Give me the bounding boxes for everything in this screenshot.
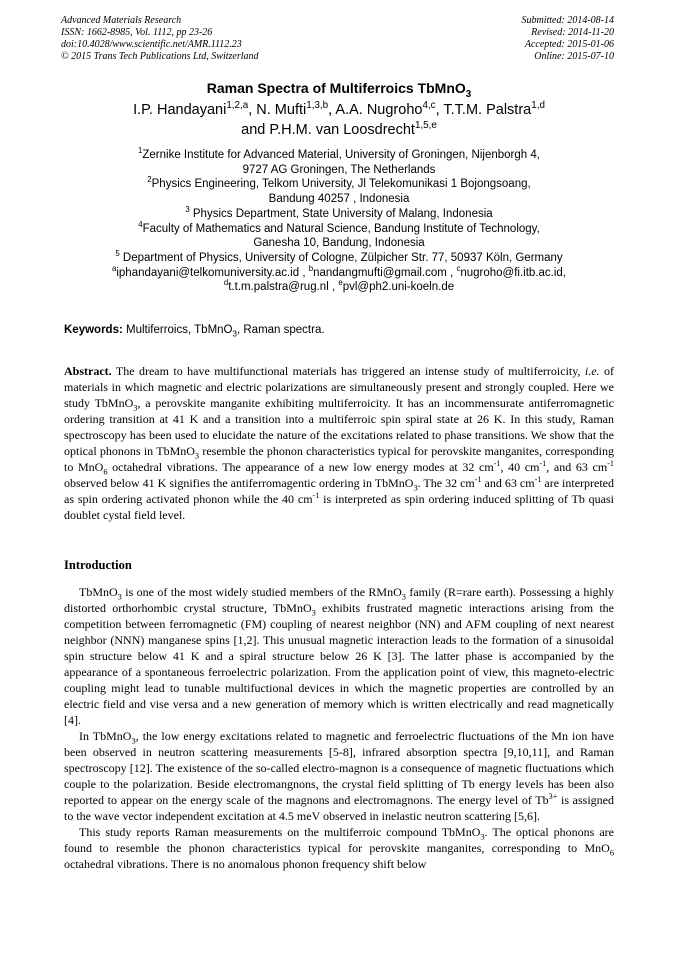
affiliations (40, 148, 638, 295)
publication-info (61, 15, 259, 63)
paragraph-superscript: 3+ (548, 792, 558, 801)
email-address: nugroho@fi.itb.ac.id, (460, 266, 566, 279)
issn-line: ISSN: 1662-8985, Vol. 1112, pp 23-26 (61, 27, 213, 38)
paragraph-text: . The optical phonons are found to resemble the phonon characteristics typical for perovskite manganites, corresponding to MnO (64, 825, 614, 855)
introduction-body (64, 584, 614, 872)
paragraph-subscript: 3 (311, 608, 316, 618)
abstract-label: Abstract. (64, 364, 112, 378)
affiliation-text: Physics Engineering, Telkom University, Jl Telekomunikasi 1 Bojongsoang, (151, 178, 531, 191)
revised-date: Revised: 2014-11-20 (531, 27, 614, 38)
paragraph-text: TbMnO (79, 585, 118, 599)
author-affil-mark: 1,5,e (414, 120, 437, 132)
author-list (40, 100, 638, 140)
affiliation-number: 2 (147, 175, 152, 185)
abstract-text: , a perovskite manganite exhibiting multiferroicity. It has an incommensurate antiferromagnetic ordering transition at 41 K and a transition into a multiferroic spin spiral state at 26 K. In this study, Raman spectroscopy has been used to elucidate the nature of the excitations related to phase transitions. We show that the optical phonons in TbMnO (64, 396, 615, 458)
email-mark: c (456, 263, 461, 273)
keywords-text: Multiferroics, TbMnO (122, 324, 233, 336)
email-mark: e (338, 278, 343, 288)
paragraph-text: family (R=rare earth). Possessing a highly distorted orthorhombic crystal structure, TbMnO (64, 585, 614, 615)
paragraph-subscript: 6 (609, 848, 614, 858)
affiliation-number: 5 (115, 249, 120, 259)
author-line-1 (40, 100, 638, 120)
affiliation-text: Faculty of Mathematics and Natural Science, Bandung Institute of Technology, (142, 222, 540, 235)
author-affil-mark: 4,c (422, 100, 436, 112)
abstract-subscript: 3 (413, 483, 418, 493)
paragraph-subscript: 3 (117, 592, 122, 602)
affiliation-4 (40, 219, 638, 237)
abstract-text: . The 32 cm (417, 476, 475, 490)
abstract (64, 363, 614, 523)
email-mark: b (308, 263, 314, 273)
author-affil-mark: 1,3,b (306, 100, 329, 112)
abstract-text: resemble the phonon characteristics typical for perovskite manganites, corresponding to MnO (64, 444, 615, 474)
abstract-superscript: -1 (534, 475, 542, 484)
author-name: and P.H.M. van Loosdrecht (241, 122, 415, 138)
abstract-text: is interpreted as spin ordering induced splitting of Tb quasi doublet cystal field level. (64, 492, 614, 522)
affiliation-2-cont: Bandung 40257 , Indonesia (268, 193, 410, 206)
keywords-subscript: 3 (232, 329, 237, 339)
abstract-italic: i.e. (584, 364, 600, 378)
paragraph-subscript: 3 (480, 832, 485, 842)
author-affil-mark: 1,d (531, 100, 545, 112)
online-date: Online: 2015-07-10 (534, 51, 614, 62)
keywords-text: , Raman spectra. (236, 324, 325, 336)
affiliation-5 (40, 251, 638, 266)
paragraph-text: exhibits frustrated magnetic interactions arising from the competition between ferromagnetic (FM) coupling of nearest neighbor (NN) and AFM coupling of next nearest neighbor (NNN) manganese spins [1,2]. This unusual magnetic interaction leads to the formation of a sinusoidal spin structure below 41 K and a spiral structure below 26 K [3]. The latter phase is accompanied by the appearance of a spontaneous ferroelectric polarization. From the application point of view, this magneto-electric coupling might lead to tunable multifuctional devices in which the magnetic properties are controlled by an electric field and vise versa and a new generation of memory which is written electrically and read magnetically [4]. (64, 601, 614, 727)
paragraph-text: is assigned to the wave vector independent excitation at 4.5 meV observed in inelastic neutron scattering [5,6]. (64, 793, 614, 823)
paragraph-text: This study reports Raman measurements on the multiferroic compound TbMnO (79, 825, 481, 839)
abstract-text: of materials in which magnetic and electric polarizations are simultaneously present and strongly coupled. Here we study TbMnO (64, 364, 615, 410)
intro-paragraph-3 (64, 824, 614, 872)
abstract-subscript: 3 (194, 451, 200, 461)
affiliation-text: Department of Physics, University of Cologne, Zülpicher Str. 77, 50937 Köln, Germany (119, 251, 563, 264)
affiliation-text: Zernike Institute for Advanced Material, University of Groningen, Nijenborgh 4, (142, 149, 540, 161)
affiliation-number: 4 (138, 219, 143, 229)
author-affil-mark: 1,2,a (226, 100, 249, 112)
abstract-text: , 40 cm (500, 460, 540, 474)
email-address: t.t.m.palstra@rug.nl , (228, 281, 339, 294)
accepted-date: Accepted: 2015-01-06 (524, 39, 614, 50)
abstract-superscript: -1 (312, 491, 320, 500)
intro-paragraph-1 (64, 584, 614, 728)
affiliation-1-cont: 9727 AG Groningen, The Netherlands (242, 163, 436, 176)
abstract-text: are interpreted as spin ordering activated phonon while the 40 cm (64, 476, 614, 506)
author-name: T.T.M. Palstra (443, 102, 532, 118)
paragraph-text: In TbMnO (79, 729, 132, 743)
email-line-2 (40, 280, 638, 295)
affiliation-2 (40, 177, 638, 192)
abstract-text: and 63 cm (481, 476, 535, 490)
paper-title (0, 80, 678, 100)
copyright-line: © 2015 Trans Tech Publications Ltd, Switzerland (61, 51, 259, 62)
author-separator: , (248, 102, 257, 118)
author-separator: , (435, 102, 444, 118)
abstract-subscript: 6 (103, 467, 108, 477)
email-address: iphandayani@telkomuniversity.ac.id , (116, 266, 309, 279)
abstract-superscript: -1 (474, 475, 482, 484)
affiliation-1 (40, 148, 638, 163)
email-mark: d (223, 278, 229, 288)
paragraph-subscript: 3 (131, 736, 136, 746)
affiliation-4-cont: Ganesha 10, Bandung, Indonesia (253, 237, 425, 250)
paragraph-subscript: 3 (401, 592, 406, 602)
author-name: I.P. Handayani (133, 102, 227, 118)
email-mark: a (111, 263, 117, 273)
email-address: nandangmufti@gmail.com , (313, 266, 457, 279)
author-line-2 (40, 120, 638, 140)
doi-line: doi:10.4028/www.scientific.net/AMR.1112.23 (61, 39, 242, 50)
abstract-subscript: 3 (133, 403, 138, 413)
paragraph-text: , the low energy excitations related to magnetic and ferroelectric fluctuations of the Mn ion have been observed in neutron scattering measurements [5-8], infrared absorption spectra [9,10,11], and Raman spectroscopy [12]. The existence of the so-called electro-magnon is a consequence of magnetic fluctuations which couple to the polarization. Beside electromangnons, the crystal field splitting of Tb energy levels has been also reported to appear on the energy scale of the magnons and electromagnons. The energy level of Tb (64, 729, 614, 807)
submitted-date: Submitted: 2014-08-14 (521, 15, 614, 26)
journal-header (61, 15, 614, 67)
author-separator: , (328, 102, 336, 118)
author-name: N. Mufti (256, 102, 307, 118)
affiliation-number: 3 (185, 204, 190, 214)
paragraph-text: octahedral vibrations. There is no anomalous phonon frequency shift below (64, 857, 427, 871)
keywords (64, 323, 614, 338)
introduction-heading: Introduction (64, 558, 132, 572)
date-info (522, 15, 615, 63)
paragraph-text: is one of the most widely studied members of the RMnO (121, 585, 402, 599)
title-text: Raman Spectra of Multiferroics TbMnO (206, 80, 466, 96)
keywords-label: Keywords: (64, 324, 123, 336)
abstract-superscript: -1 (539, 459, 547, 468)
journal-name: Advanced Materials Research (61, 15, 182, 26)
affiliation-3 (40, 204, 638, 222)
title-subscript: 3 (465, 88, 472, 100)
author-name: A.A. Nugroho (335, 102, 423, 118)
abstract-text: octahedral vibrations. The appearance of a new low energy modes at 32 cm (107, 460, 494, 474)
abstract-superscript: -1 (607, 459, 614, 468)
affiliation-text: Physics Department, State University of Malang, Indonesia (189, 207, 493, 220)
affiliation-number: 1 (138, 146, 143, 156)
abstract-text: The dream to have multifunctional materials has triggered an intense study of multiferroicity, (111, 364, 585, 378)
abstract-text: , and 63 cm (546, 460, 608, 474)
abstract-text: observed below 41 K signifies the antiferromagentic ordering in TbMnO (64, 476, 414, 490)
abstract-superscript: -1 (493, 459, 501, 468)
email-address: pvl@ph2.uni-koeln.de (342, 281, 455, 294)
intro-paragraph-2 (64, 728, 614, 824)
